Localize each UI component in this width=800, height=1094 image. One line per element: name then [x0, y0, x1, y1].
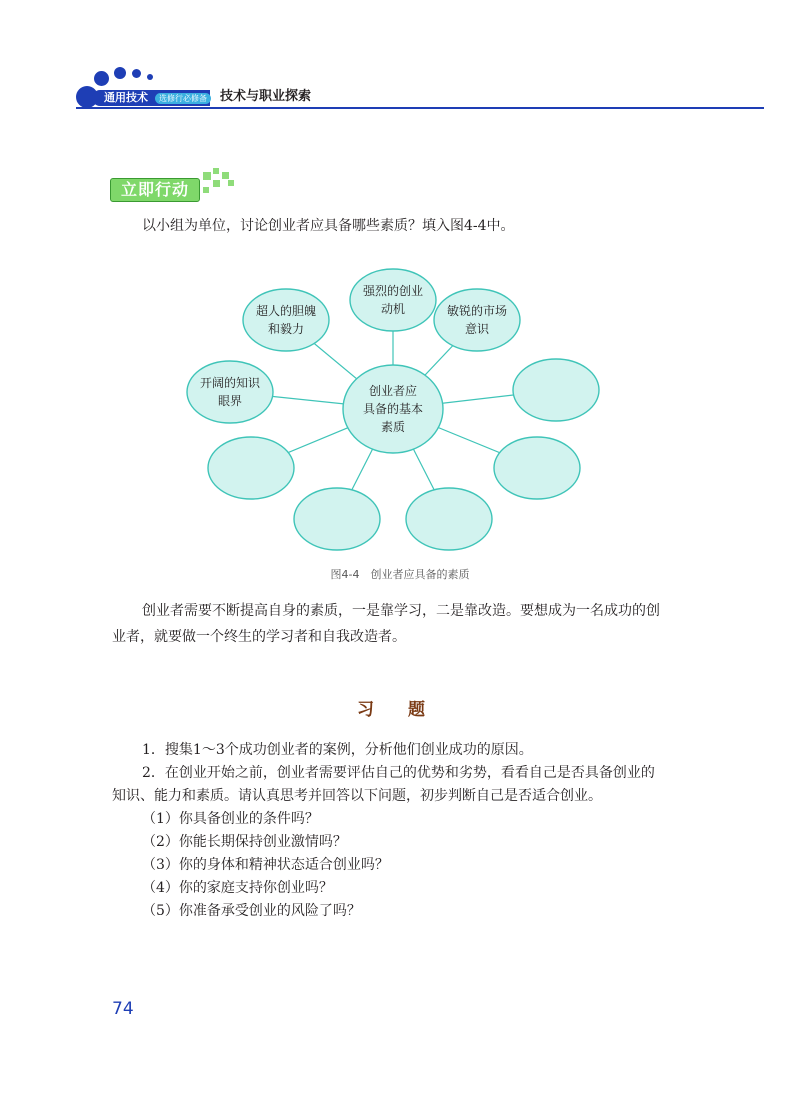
page-number: 74 [112, 999, 134, 1019]
quality-node-label: 强烈的创业 [362, 284, 424, 298]
chapter-title: 技术与职业探索 [220, 89, 312, 104]
quality-node [243, 289, 329, 351]
exercise-1: 1．搜集1～3个成功创业者的案例，分析他们创业成功的原因。 [142, 742, 533, 758]
action-tag: 立即行动 [110, 178, 200, 202]
body-line-1: 创业者需要不断提高自身的素质，一是靠学习，二是靠改造。要想成为一名成功的创 [142, 603, 660, 619]
sub-question: （1）你具备创业的条件吗？ [142, 811, 319, 827]
quality-node-label: 开阔的知识 [199, 376, 261, 390]
exercises-title: 习题 [357, 700, 459, 720]
quality-node-label: 和毅力 [267, 322, 305, 336]
center-node-label: 素质 [380, 420, 406, 434]
header-subject: 通用技术 [104, 91, 148, 104]
diagram-nodes [187, 269, 599, 550]
figure-caption: 图4-4 创业者应具备的素质 [330, 568, 470, 581]
quality-node-label: 意识 [464, 322, 490, 336]
quality-node-label: 眼界 [217, 394, 243, 408]
quality-node[interactable] [294, 488, 380, 550]
header-badge: 选修行必修备 [155, 93, 211, 104]
quality-node-label: 敏锐的市场 [446, 304, 508, 318]
quality-node [350, 269, 436, 331]
body-line-2: 业者，就要做一个终生的学习者和自我改造者。 [112, 629, 406, 645]
sub-question: （2）你能长期保持创业激情吗？ [142, 834, 347, 850]
quality-node[interactable] [494, 437, 580, 499]
quality-node [187, 361, 273, 423]
exercise-2-line-1: 2．在创业开始之前，创业者需要评估自己的优势和劣势，看看自己是否具备创业的 [142, 765, 655, 781]
center-node-label: 创业者应 [368, 384, 418, 398]
quality-node [434, 289, 520, 351]
sub-question: （4）你的家庭支持你创业吗？ [142, 880, 333, 896]
sub-question: （3）你的身体和精神状态适合创业吗？ [142, 857, 389, 873]
quality-node-label: 动机 [380, 302, 406, 316]
sub-question: （5）你准备承受创业的风险了吗？ [142, 903, 361, 919]
quality-node[interactable] [406, 488, 492, 550]
center-node-label: 具备的基本 [362, 402, 424, 416]
quality-node[interactable] [513, 359, 599, 421]
quality-node[interactable] [208, 437, 294, 499]
exercise-2-line-2: 知识、能力和素质。请认真思考并回答以下问题，初步判断自己是否适合创业。 [112, 788, 602, 804]
quality-node-label: 超人的胆魄 [255, 304, 317, 318]
action-instruction: 以小组为单位，讨论创业者应具备哪些素质？填入图4-4中。 [142, 218, 515, 234]
